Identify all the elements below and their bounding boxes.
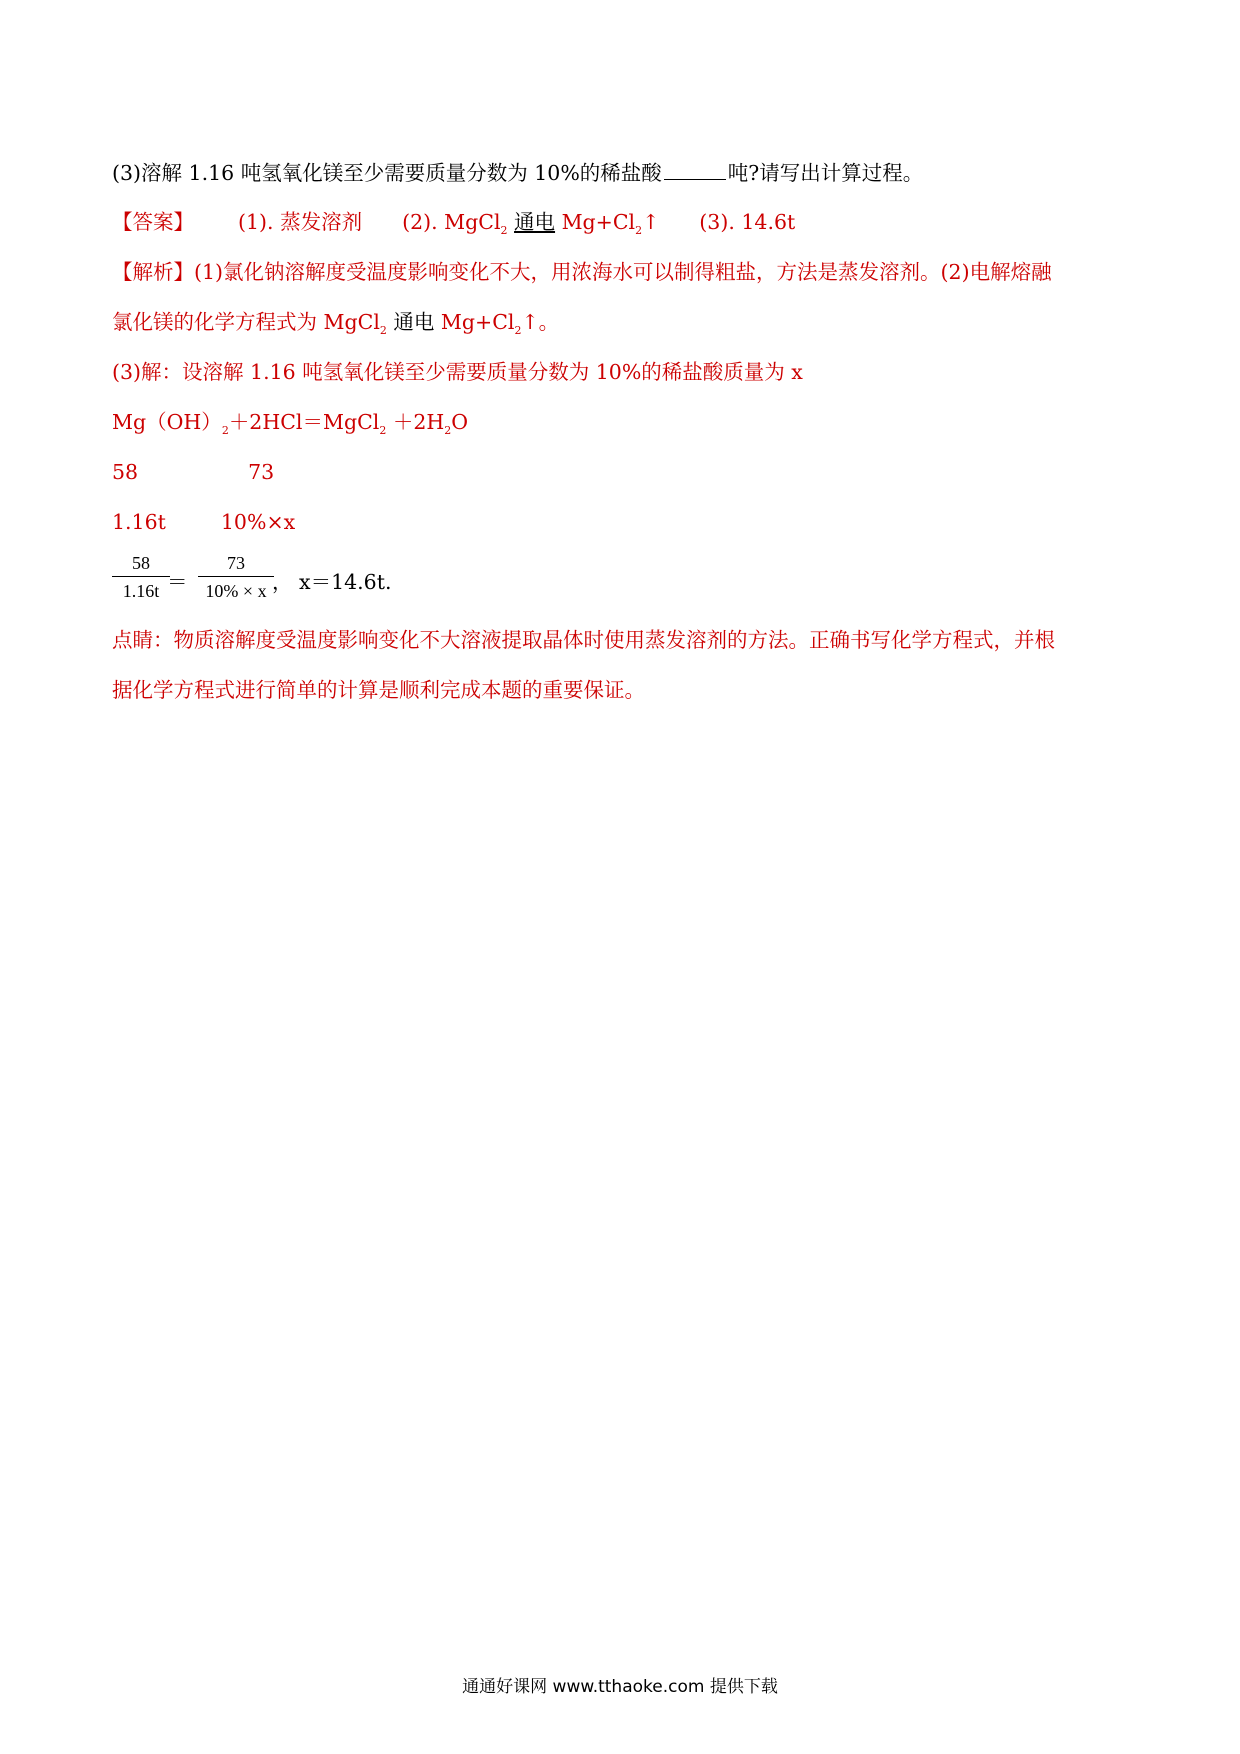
analysis-text-1: (1)氯化钠溶解度受温度影响变化不大，用浓海水可以制得粗盐，方法是蒸发溶剂。(2)电解熔融 [194, 260, 1052, 284]
fraction-2 [198, 553, 274, 602]
answer-part2-rest-sub: 2 [635, 224, 643, 238]
eq-sub-1: 2 [221, 424, 229, 438]
result-line [272, 568, 391, 596]
equals-text: ＝ [167, 570, 188, 594]
answer-tag: 【答案】 [112, 210, 194, 234]
answer-line [112, 208, 795, 236]
analysis-end: ↑。 [521, 310, 560, 334]
eq-part-2: ＋2HCl＝MgCl [228, 410, 380, 434]
note-text-2: 据化学方程式进行简单的计算是顺利完成本题的重要保证。 [112, 678, 645, 702]
question-line [112, 159, 923, 187]
fraction-1-denominator: 1.16t [122, 581, 160, 601]
analysis-line-2 [112, 308, 559, 336]
given-line [112, 508, 295, 536]
molar-mass-b: 73 [248, 460, 275, 484]
result-text: ， x＝14.6t. [272, 570, 392, 594]
analysis-line-1 [112, 258, 1052, 286]
eq-part-3: ＋2H [386, 410, 445, 434]
note-text-1: 点睛：物质溶解度受温度影响变化不大溶液提取晶体时使用蒸发溶剂的方法。正确书写化学方程式，并根 [112, 628, 1055, 652]
analysis-rest: Mg+Cl [434, 310, 515, 334]
analysis-line-3 [112, 358, 803, 386]
fraction-1 [112, 553, 170, 602]
chemical-equation [112, 408, 468, 436]
equals-sign [167, 568, 188, 596]
footer-text: 通通好课网 www.tthaoke.com 提供下载 [462, 1677, 778, 1697]
analysis-text-2: 氯化镁的化学方程式为 MgCl [112, 310, 380, 334]
note-line-2 [112, 676, 645, 704]
analysis-rest-sub: 2 [514, 324, 522, 338]
question-prefix: (3)溶解 1.16 吨氢氧化镁至少需要质量分数为 10%的稀盐酸 [112, 161, 662, 185]
eq-part-1: Mg（OH） [112, 410, 222, 434]
fraction-2-denominator: 10% × x [205, 581, 267, 601]
answer-part3: (3). 14.6t [699, 210, 796, 234]
given-b: 10%×x [220, 510, 296, 534]
analysis-tag: 【解析】 [112, 260, 194, 284]
eq-part-4: O [451, 410, 469, 434]
answer-part2-sub: 2 [500, 224, 508, 238]
molar-mass-line [112, 458, 274, 486]
answer-part2-rest: Mg+Cl [555, 210, 636, 234]
question-suffix: 吨?请写出计算过程。 [727, 161, 924, 185]
eq-sub-2: 2 [379, 424, 387, 438]
analysis-condition: 通电 [393, 310, 435, 334]
analysis-text-3: (3)解：设溶解 1.16 吨氢氧化镁至少需要质量分数为 10%的稀盐酸质量为 x [112, 360, 803, 384]
eq-sub-3: 2 [444, 424, 452, 438]
molar-mass-a: 58 [112, 460, 139, 484]
answer-part1: (1). 蒸发溶剂 [238, 210, 363, 234]
answer-condition: 通电 [514, 210, 556, 234]
analysis-sub: 2 [379, 324, 387, 338]
given-a: 1.16t [112, 510, 166, 534]
fraction-2-numerator: 73 [227, 553, 245, 573]
answer-blank [664, 161, 726, 180]
note-line-1 [112, 626, 1055, 654]
answer-part2-label: (2). MgCl [402, 210, 501, 234]
answer-arrow: ↑ [642, 210, 660, 234]
fraction-1-numerator: 58 [132, 553, 150, 573]
